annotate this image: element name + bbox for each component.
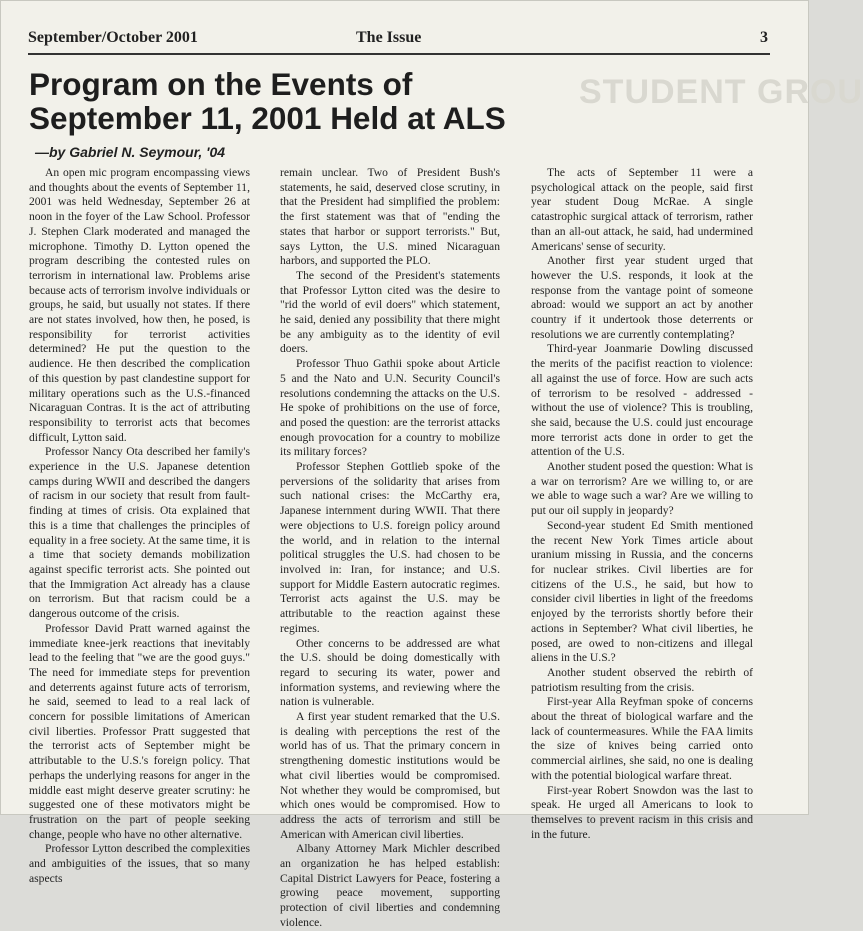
header-rule — [28, 53, 770, 55]
issue-date: September/October 2001 — [28, 29, 198, 46]
paragraph: Other concerns to be addressed are what the U.S. should be doing domestically with regard to securing its water, power and information systems, and reviewing where the nation is vulnerable. — [280, 636, 500, 709]
paragraph: Professor Nancy Ota described her family's experience in the U.S. Japanese detention camps during WWII and described the dangers of racism in our society that result from fault-finding at times of crisis. Ota explained that this is a time that challenges the principles of equality in a free society. At the same time, it is a time that society demands mobilization against specific terrorist acts. She pointed out that the Immigration Act already has a clause on terrorism. But that racism could be a dangerous outcome of the crisis. — [29, 445, 250, 621]
article-column-2 — [280, 166, 500, 931]
paragraph: Professor Stephen Gottlieb spoke of the perversions of the solidarity that arises from such national crises: the McCarthy era, Japanese internment during WWII. That there were objections to U.S. foreign policy around the world, and in relation to the internal political struggles the U.S. had chosen to be involved in: Iran, for instance; and U.S. support for Middle Eastern autocratic regimes. Terrorist acts against the U.S. may be attributable to the reaction against these regimes. — [280, 460, 500, 635]
paragraph: First-year Robert Snowdon was the last to speak. He urged all Americans to look to themselves to prevent racism in this crisis and in the future. — [531, 783, 753, 841]
paragraph: Another student observed the rebirth of patriotism resulting from the crisis. — [531, 665, 753, 694]
article-column-3 — [531, 166, 753, 842]
article-column-1 — [29, 166, 250, 886]
paragraph: Third-year Joanmarie Dowling discussed the merits of the pacifist reaction to violence: all against the use of force. How are such acts of terrorism to be resolved - addressed - without the use of violence? This is troubling, she said, because the U.S. could just encourage more terrorist acts done in order to get the attention of the U.S. — [531, 342, 753, 459]
article-byline: —by Gabriel N. Seymour, '04 — [35, 144, 226, 160]
paragraph: Professor Lytton described the complexities and ambiguities of the issues, that so many aspects — [29, 842, 250, 885]
headline-line-1: Program on the Events of — [29, 66, 413, 102]
paragraph: Another first year student urged that however the U.S. responds, it look at the response from the vantage point of someone abroad: would we support an act by another country if it undertook those deterrents or resolutions we are currently contemplating? — [531, 254, 753, 341]
paragraph: remain unclear. Two of President Bush's statements, he said, deserved close scrutiny, in that the President had simplified the problem: the first statement was that of "ending the states that harbor or support terrorists." But, says Lytton, the U.S. mined Nicaraguan harbors, and supported the PLO. — [280, 166, 500, 268]
page-number: 3 — [760, 29, 768, 46]
paragraph: A first year student remarked that the U.S. is dealing with perceptions the rest of the world has of us. That the primary concern in strengthening domestic institutions would be what civil liberties would be compromised. Not whether they would be compromised, but which ones would be compromised. How to address the acts of terrorism and still be American with American civil liberties. — [280, 710, 500, 841]
article-headline — [29, 67, 589, 135]
paragraph: Professor Thuo Gathii spoke about Article 5 and the Nato and U.N. Security Council's resolutions condemning the attacks on the U.S. He spoke of prohibitions on the use of force, and posed the question: are the terrorist attacks enough provocation for a country to mobilize its military forces? — [280, 357, 500, 459]
paragraph: Second-year student Ed Smith mentioned the recent New York Times article about uranium missing in Russia, and the concerns for nuclear strikes. Civil liberties are for citizens of the U.S., he said, but how to consider civil liberties in light of the freedoms enjoyed by the terrorists shortly before their actions in September? What civil liberties, he posed, are owed to non-citizens and illegal aliens in the U.S.? — [531, 518, 753, 665]
paragraph: First-year Alla Reyfman spoke of concerns about the threat of biological warfare and the lack of countermeasures. While the FAA limits the size of knives being carried onto commercial airlines, she said, no one is dealing with the potential biological warfare threat. — [531, 695, 753, 782]
bleed-through-text: STUDENT GROU — [579, 73, 863, 111]
paragraph: Another student posed the question: What is a war on terrorism? Are we willing to, or are we able to wage such a war? Are we willing to put our oil supply in jeopardy? — [531, 460, 753, 518]
paragraph: An open mic program encompassing views and thoughts about the events of September 11, 2001 was held Wednesday, September 26 at noon in the foyer of the Law School. Professor J. Stephen Clark moderated and managed the microphone. Timothy D. Lytton opened the program describing the contested rules on terrorism in international law. Problems arise because acts of terrorism involve individuals or groups, he said, but usually not states. If there are not states involved, how then, he posed, is responsibility for terrorist activities determined? He put the question to the audience. He then described the complication of this question by past clandestine support for military operations such as the U.S.-financed Nicaraguan Contras. It is the act of attributing responsibility to terrorist acts that becomes difficult, Lytton said. — [29, 166, 250, 444]
paragraph: Professor David Pratt warned against the immediate knee-jerk reactions that inevitably lead to the feeling that "we are the good guys." The need for immediate steps for prevention and deterrents against future acts of terrorism, he said, seemed to lead to a real lack of concern for possible limitations of American civil liberties. Professor Pratt suggested that the terrorist acts of September might be attributable to the U.S.'s foreign policy. That perhaps the underlying reasons for anger in the middle east might deserve greater scrutiny: he suggested one of these motivators might be frustration on the part of people seeking change, people who have no other alternative. — [29, 621, 250, 841]
paragraph: The second of the President's statements that Professor Lytton cited was the desire to "rid the world of evil doers" which statement, he said, denied any possibility that there might be any ambiguity as to the identity of evil doers. — [280, 268, 500, 356]
paragraph: The acts of September 11 were a psychological attack on the people, said first year student Doug McRae. A single catastrophic surgical attack of terrorism, rather than an all-out attack, he said, had undermined Americans' sense of security. — [531, 166, 753, 253]
publication-name: The Issue — [356, 29, 422, 46]
headline-line-2: September 11, 2001 Held at ALS — [29, 100, 506, 136]
page-header — [28, 29, 768, 53]
paragraph: Albany Attorney Mark Michler described an organization he has helped establish: Capital District Lawyers for Peace, fostering a growing peace movement, supporting protection of civil liberties and condemning violence. — [280, 842, 500, 929]
